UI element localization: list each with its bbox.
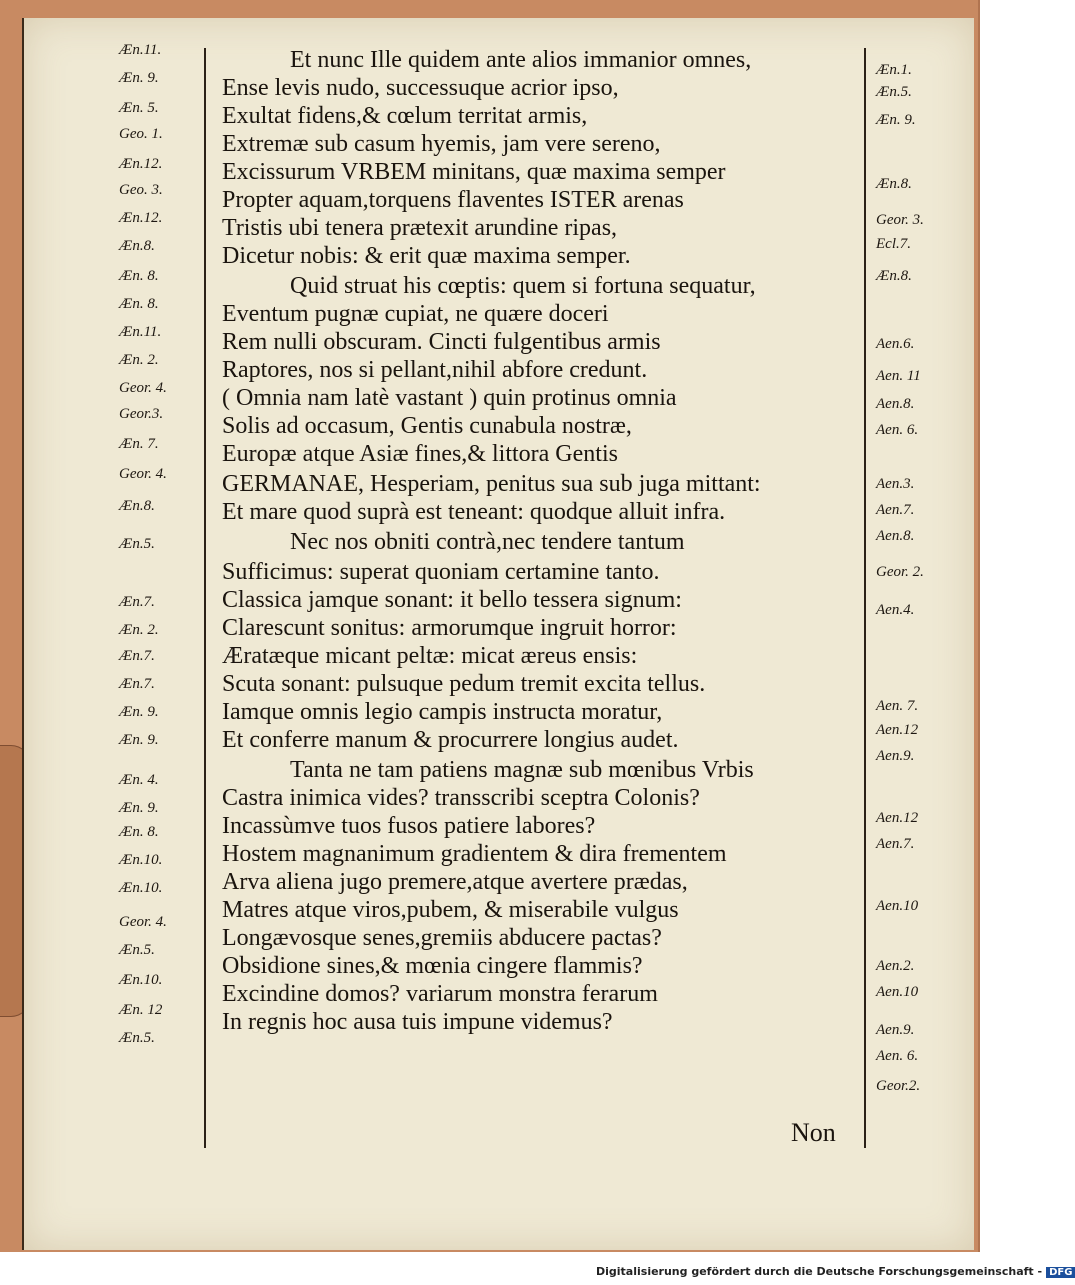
verse-line: Excindine domos? variarum monstra ferarum <box>222 981 658 1007</box>
right-margin-reference: Æn.8. <box>876 176 912 192</box>
verse-line: Quid struat his cœptis: quem si fortuna sequatur, <box>290 273 756 299</box>
left-margin-reference: Æn.11. <box>119 42 162 58</box>
right-margin-reference: Aen.8. <box>876 396 915 412</box>
verse-line: Iamque omnis legio campis instructa moratur, <box>222 699 663 725</box>
right-margin-reference: Æn.8. <box>876 268 912 284</box>
right-margin-reference: Ecl.7. <box>876 236 911 252</box>
right-margin-reference: Geor.2. <box>876 1078 921 1094</box>
left-margin-reference: Æn. 8. <box>119 268 159 284</box>
right-margin-reference: Geor. 2. <box>876 564 924 580</box>
right-margin-reference: Aen.7. <box>876 836 915 852</box>
left-margin-reference: Æn. 9. <box>119 800 159 816</box>
verse-line: Extremæ sub casum hyemis, jam vere sereno, <box>222 131 661 157</box>
left-margin-reference: Æn.10. <box>119 972 163 988</box>
left-margin-reference: Æn.8. <box>119 238 155 254</box>
left-margin-reference: Æn. 2. <box>119 352 159 368</box>
left-margin-reference: Æn. 2. <box>119 622 159 638</box>
right-margin-reference: Aen.10 <box>876 984 919 1000</box>
left-margin-reference: Æn. 9. <box>119 70 159 86</box>
left-margin-reference: Geo. 3. <box>119 182 163 198</box>
verse-line: Eventum pugnæ cupiat, ne quære doceri <box>222 301 609 327</box>
left-column-rule <box>204 48 206 1148</box>
right-margin-reference: Aen.12 <box>876 722 919 738</box>
verse-line: ( Omnia nam latè vastant ) quin protinus omnia <box>222 385 677 411</box>
right-margin-reference: Aen. 6. <box>876 1048 919 1064</box>
footer-text: Digitalisierung gefördert durch die Deutsche Forschungsgemeinschaft - <box>596 1265 1043 1278</box>
verse-line: Classica jamque sonant: it bello tessera signum: <box>222 587 682 613</box>
verse-line: Tristis ubi tenera prætexit arundine ripas, <box>222 215 618 241</box>
left-margin-reference: Æn. 5. <box>119 100 159 116</box>
verse-line: Exultat fidens,& cœlum territat armis, <box>222 103 588 129</box>
left-margin-reference: Æn.11. <box>119 324 162 340</box>
verse-line: Sufficimus: superat quoniam certamine tanto. <box>222 559 660 585</box>
right-column-rule <box>864 48 866 1148</box>
verse-line: GERMANAE, Hesperiam, penitus sua sub juga mittant: <box>222 471 761 497</box>
left-margin-reference: Æn.10. <box>119 880 163 896</box>
verse-line: Tanta ne tam patiens magnæ sub mœnibus Vrbis <box>290 757 754 783</box>
left-margin-reference: Æn. 9. <box>119 704 159 720</box>
left-margin-reference: Æn.10. <box>119 852 163 868</box>
verse-line: Et mare quod suprà est teneant: quodque alluit infra. <box>222 499 726 525</box>
dfg-logo: DFG <box>1046 1267 1075 1278</box>
verse-line: Ense levis nudo, successuque acrior ipso, <box>222 75 619 101</box>
left-margin-reference: Geor. 4. <box>119 466 167 482</box>
left-margin-reference: Æn.12. <box>119 210 163 226</box>
right-margin-reference: Aen.2. <box>876 958 915 974</box>
right-margin-reference: Aen.8. <box>876 528 915 544</box>
digitization-footer <box>596 1265 1075 1278</box>
right-margin-reference: Aen.6. <box>876 336 915 352</box>
right-margin-reference: Aen.4. <box>876 602 915 618</box>
verse-line: Excissurum VRBEM minitans, quæ maxima semper <box>222 159 726 185</box>
right-margin-reference: Aen. 7. <box>876 698 919 714</box>
verse-line: Rem nulli obscuram. Cincti fulgentibus armis <box>222 329 661 355</box>
verse-line: Arva aliena jugo premere,atque avertere prædas, <box>222 869 688 895</box>
verse-line: Solis ad occasum, Gentis cunabula nostræ, <box>222 413 632 439</box>
verse-line: Et nunc Ille quidem ante alios immanior omnes, <box>290 47 752 73</box>
right-margin-reference: Aen.12 <box>876 810 919 826</box>
verse-line: Scuta sonant: pulsuque pedum tremit excita tellus. <box>222 671 706 697</box>
left-margin-reference: Æn.12. <box>119 156 163 172</box>
verse-line: Longævosque senes,gremiis abducere pactas? <box>222 925 662 951</box>
verse-line: Europæ atque Asiæ fines,& littora Gentis <box>222 441 618 467</box>
left-margin-reference: Geor.3. <box>119 406 164 422</box>
verse-line: Matres atque viros,pubem, & miserabile vulgus <box>222 897 679 923</box>
left-margin-reference: Geo. 1. <box>119 126 163 142</box>
right-margin-reference: Aen.9. <box>876 1022 915 1038</box>
verse-line: Incassùmve tuos fusos patiere labores? <box>222 813 596 839</box>
verse-line: Obsidione sines,& mœnia cingere flammis? <box>222 953 643 979</box>
verse-line: Æratæque micant peltæ: micat æreus ensis: <box>222 643 638 669</box>
left-margin-reference: Æn. 8. <box>119 296 159 312</box>
left-margin-reference: Æn.5. <box>119 536 155 552</box>
left-margin-reference: Geor. 4. <box>119 914 167 930</box>
verse-line: In regnis hoc ausa tuis impune videmus? <box>222 1009 613 1035</box>
left-margin-reference: Æn.8. <box>119 498 155 514</box>
verse-line: Et conferre manum & procurrere longius audet. <box>222 727 679 753</box>
catchword: Non <box>791 1118 836 1147</box>
left-margin-reference: Æn.7. <box>119 594 155 610</box>
left-margin-reference: Æn. 9. <box>119 732 159 748</box>
verse-line: Nec nos obniti contrà,nec tendere tantum <box>290 529 685 555</box>
verse-line: Raptores, nos si pellant,nihil abfore credunt. <box>222 357 648 383</box>
right-margin-reference: Aen.3. <box>876 476 915 492</box>
right-margin-reference: Aen. 6. <box>876 422 919 438</box>
left-margin-reference: Æn. 7. <box>119 436 159 452</box>
left-margin-reference: Æn. 4. <box>119 772 159 788</box>
verse-line: Propter aquam,torquens flaventes ISTER arenas <box>222 187 684 213</box>
left-margin-reference: Æn.7. <box>119 648 155 664</box>
right-margin-reference: Aen.7. <box>876 502 915 518</box>
right-margin-reference: Æn. 9. <box>876 112 916 128</box>
left-margin-reference: Æn. 12 <box>119 1002 163 1018</box>
right-margin-reference: Aen. 11 <box>876 368 921 384</box>
left-margin-reference: Æn.7. <box>119 676 155 692</box>
right-margin-reference: Aen.9. <box>876 748 915 764</box>
left-margin-reference: Geor. 4. <box>119 380 167 396</box>
verse-line: Clarescunt sonitus: armorumque ingruit horror: <box>222 615 677 641</box>
right-margin-reference: Geor. 3. <box>876 212 924 228</box>
verse-line: Hostem magnanimum gradientem & dira frementem <box>222 841 727 867</box>
left-margin-reference: Æn. 8. <box>119 824 159 840</box>
book-page <box>22 18 974 1250</box>
right-margin-reference: Æn.1. <box>876 62 912 78</box>
left-margin-reference: Æn.5. <box>119 1030 155 1046</box>
verse-line: Castra inimica vides? transscribi sceptra Colonis? <box>222 785 700 811</box>
right-margin-reference: Aen.10 <box>876 898 919 914</box>
right-margin-reference: Æn.5. <box>876 84 912 100</box>
left-margin-reference: Æn.5. <box>119 942 155 958</box>
verse-line: Dicetur nobis: & erit quæ maxima semper. <box>222 243 631 269</box>
